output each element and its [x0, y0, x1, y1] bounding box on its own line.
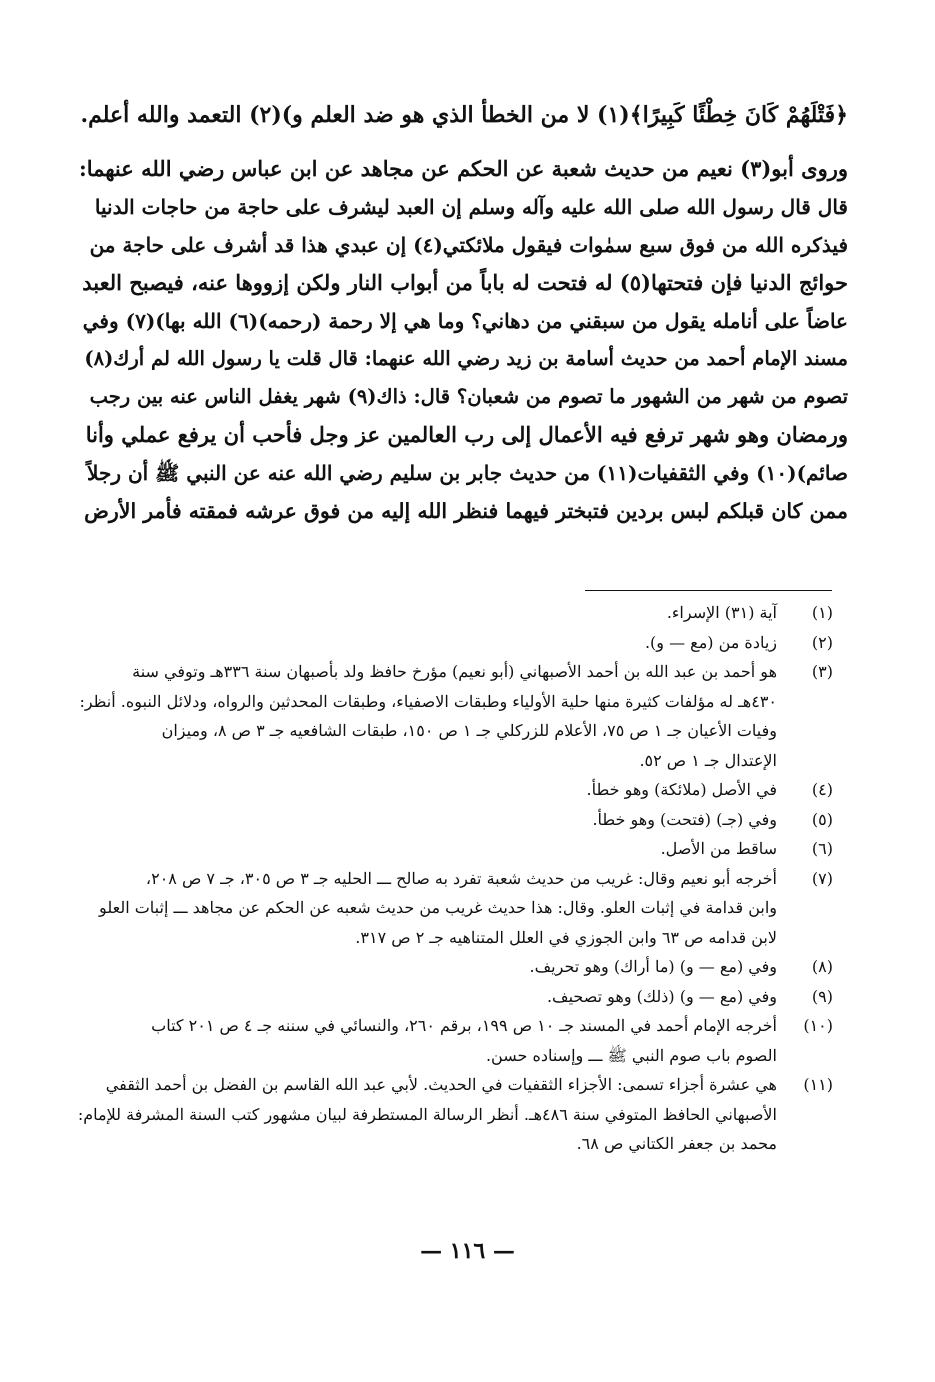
footnotes	[78, 598, 835, 1159]
footnote	[78, 775, 835, 805]
footnote	[78, 834, 835, 864]
footnote-text: هي عشرة أجزاء تسمى: الأجزاء الثقفيات في الحديث. لأبي عبد الله القاسم بن الفضل بن أحمد الثقفي	[105, 1075, 777, 1094]
footnote	[78, 805, 835, 835]
footnote-text: الإعتدال جـ ١ ص ٥٢.	[639, 750, 777, 770]
footnote	[78, 982, 835, 1012]
footnote-number: (٨)	[811, 957, 833, 976]
text-line: ممن كان قبلكم لبس بردين فتبختر فيهما فنظر الله إليه من فوق عرشه فمقته فأمر الأرض	[84, 499, 848, 523]
footnote	[78, 952, 835, 982]
footnote-number: (٧)	[811, 868, 833, 888]
footnote-number: (٤)	[811, 780, 833, 799]
footnote	[78, 1070, 835, 1159]
footnote-text: وفي (مع — و) (ما أراك) وهو تحريف.	[529, 957, 777, 976]
footnote-text: لابن قدامه ص ٦٣ وابن الجوزي في العلل المتناهيه جـ ٢ ص ٣١٧.	[355, 927, 777, 947]
footnote-text: هو أحمد بن عبد الله بن أحمد الأصبهاني (أبو نعيم) مؤرخ حافظ ولد بأصبهان سنة ٣٣٦هـ وتوفي سنة	[132, 662, 777, 681]
footnote	[78, 628, 835, 658]
footnote-text: محمد بن جعفر الكتاني ص ٦٨.	[576, 1134, 777, 1153]
footnote-text: أخرجه الإمام أحمد في المسند جـ ١٠ ص ١٩٩، برقم ٢٦٠، والنسائي في سننه جـ ٤ ص ٢٠١ كتاب	[151, 1016, 777, 1035]
text-line: ورمضان وهو شهر ترفع فيه الأعمال إلى رب العالمين عز وجل فأحب أن يرفع عملي وأنا	[85, 422, 848, 447]
footnote-text: أخرجه أبو نعيم وقال: غريب من حديث شعبة تفرد به صالح ـــ الحليه جـ ٣ ص ٣٠٥، جـ ٧ ص ٢٠٨،	[145, 868, 777, 888]
opening-line: ﴿فَتْلَهُمْ كَانَ خِطْئًا كَبِيرًا﴾(١) لا من الخطأ الذي هو ضد العلم و)(٢) التعمد والله أعلم.	[80, 102, 848, 128]
footnote-number: (١٠)	[803, 1016, 833, 1035]
text-line: تصوم من شهر من الشهور ما تصوم من شعبان؟ قال: ذاك(٩) شهر يغفل الناس عنه بين رجب	[89, 385, 848, 408]
footnote	[78, 1011, 835, 1070]
text-line: فيذكره الله من فوق سبع سمٰوات فيقول ملائكتي(٤) إن عبدي هذا قد أشرف على حاجة من	[89, 233, 848, 257]
footnote-text: وابن قدامة في إثبات العلو. وقال: هذا حديث غريب من حديث شعبه عن الحكم عن مجاهد ـــ إثبات العلو	[99, 898, 777, 917]
footnote-number: (٥)	[811, 809, 833, 829]
text-line: عاضاً على أنامله يقول من سبقني من دهاني؟ وما هي إلا رحمة (رحمه)(٦) الله بها)(٧) وفي	[82, 309, 848, 333]
text-line: مسند الإمام أحمد من حديث أسامة بن زيد رضي الله عنهما: قال قلت يا رسول الله لم أرك(٨)	[84, 347, 848, 370]
footnote	[78, 657, 835, 775]
footnote-number: (٢)	[811, 632, 833, 652]
footnote-text: في الأصل (ملائكة) وهو خطأ.	[586, 780, 777, 799]
main-text	[78, 96, 848, 530]
text-line: صائم)(١٠) وفي الثقفيات(١١) من حديث جابر بن سليم رضي الله عنه عن النبي ﷺ أن رجلاً	[87, 461, 848, 485]
text-line: قال قال رسول الله صلى الله عليه وآله وسلم إن العبد ليشرف على حاجة من حاجات الدنيا	[94, 195, 848, 219]
footnote-number: (١١)	[803, 1075, 833, 1094]
text-line: حوائج الدنيا فإن فتحتها(٥) له فتحت له باباً من أبواب النار ولكن إزووها عنه، فيصبح العبد	[82, 270, 848, 295]
footnote-number: (٩)	[811, 986, 833, 1006]
footnote	[78, 864, 835, 953]
footnote-number: (٣)	[811, 662, 833, 681]
footnote-number: (٦)	[811, 839, 833, 858]
footnote-text: وفيات الأعيان جـ ١ ص ٧٥، الأعلام للزركلي جـ ١ ص ١٥٠، طبقات الشافعيه جـ ٣ ص ٨، وميزان	[161, 721, 777, 740]
page-number: — ١١٦ —	[420, 1238, 515, 1264]
footnote	[78, 598, 835, 628]
footnote-text: آية (٣١) الإسراء.	[666, 603, 777, 622]
footnote-text: ٤٣٠هـ له مؤلفات كثيرة منها حلية الأولياء وطبقات الاصفياء، وطبقات المحدثين والرواه، ودلائل النبوه. أنظر:	[79, 691, 777, 711]
text-line: وروى أبو(٣) نعيم من حديث شعبة عن الحكم عن مجاهد عن ابن عباس رضي الله عنهما:	[78, 156, 848, 181]
footnote-text: زيادة من (مع — و).	[644, 632, 777, 652]
footnote-text: وفي (جـ) (فتحت) وهو خطأ.	[592, 809, 777, 829]
footnote-text: وفي (مع — و) (ذلك) وهو تصحيف.	[546, 986, 777, 1006]
footnote-number: (١)	[811, 603, 833, 622]
footnote-separator	[585, 590, 832, 591]
footnote-text: الصوم باب صوم النبي ﷺ ـــ وإسناده حسن.	[485, 1045, 777, 1065]
footnote-text: ساقط من الأصل.	[660, 839, 777, 858]
footnote-text: الأصبهاني الحافظ المتوفي سنة ٤٨٦هـ. أنظر الرسالة المستطرفة لبيان مشهور كتب السنة المشرفة للإمام:	[77, 1104, 777, 1124]
